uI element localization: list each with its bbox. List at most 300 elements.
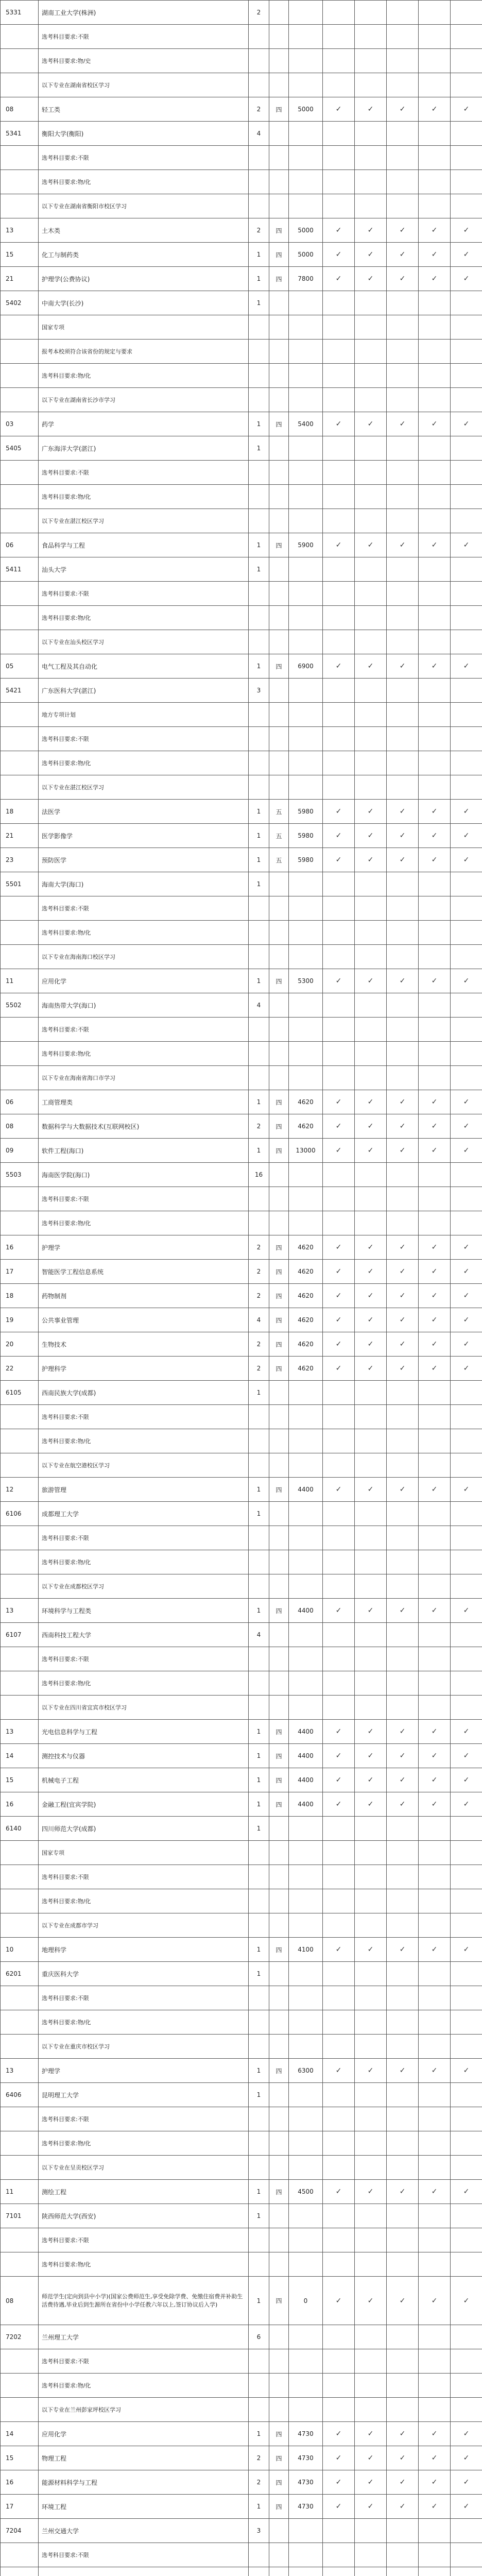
table-row (1, 1187, 482, 1211)
plan-count-cell (249, 1889, 269, 1913)
check-cell (387, 2495, 419, 2519)
code-cell: 13 (1, 1720, 39, 1744)
check-mark-icon: ✓ (431, 105, 438, 113)
check-cell (419, 1114, 451, 1139)
check-mark-icon: ✓ (463, 1243, 470, 1251)
tuition-cell (289, 25, 323, 49)
check-cell (355, 2010, 387, 2035)
code-cell: 05 (1, 654, 39, 679)
tuition-cell (289, 1429, 323, 1453)
check-mark-icon: ✓ (335, 2478, 342, 2486)
code-cell (1, 921, 39, 945)
check-cell (451, 315, 482, 340)
check-mark-icon: ✓ (463, 2066, 470, 2075)
check-cell (323, 606, 355, 630)
check-mark-icon: ✓ (399, 2430, 406, 2438)
check-cell (451, 2519, 482, 2543)
duration-cell: 四 (269, 1235, 289, 1260)
check-cell (355, 1090, 387, 1114)
duration-cell (269, 170, 289, 194)
check-cell (419, 1623, 451, 1647)
tuition-cell (289, 679, 323, 703)
table-row (1, 751, 482, 775)
check-cell (323, 1792, 355, 1817)
table-row (1, 1018, 482, 1042)
check-mark-icon: ✓ (367, 832, 374, 840)
code-cell (1, 1018, 39, 1042)
code-cell: 08 (1, 2277, 39, 2325)
check-cell (419, 122, 451, 146)
check-cell (451, 122, 482, 146)
check-cell (451, 1163, 482, 1187)
table-row (1, 2010, 482, 2035)
tuition-cell (289, 315, 323, 340)
check-cell (323, 896, 355, 921)
check-mark-icon: ✓ (399, 1292, 406, 1300)
code-cell (1, 49, 39, 73)
code-cell: 5341 (1, 122, 39, 146)
check-cell (387, 2156, 419, 2180)
check-mark-icon: ✓ (335, 1945, 342, 1954)
table-row (1, 727, 482, 751)
plan-count-cell (249, 364, 269, 388)
check-cell (355, 1139, 387, 1163)
check-cell (355, 194, 387, 218)
name-cell: 测绘工程 (39, 2180, 249, 2204)
duration-cell (269, 993, 289, 1018)
code-cell (1, 606, 39, 630)
plan-count-cell (249, 945, 269, 969)
duration-cell: 四 (269, 969, 289, 993)
duration-cell (269, 2567, 289, 2576)
duration-cell: 四 (269, 1599, 289, 1623)
plan-count-cell: 1 (249, 1090, 269, 1114)
check-mark-icon: ✓ (367, 1606, 374, 1615)
check-cell (387, 49, 419, 73)
check-mark-icon: ✓ (335, 1267, 342, 1276)
plan-count-cell (249, 630, 269, 654)
check-cell (451, 1502, 482, 1526)
duration-cell: 四 (269, 2495, 289, 2519)
duration-cell (269, 1671, 289, 1696)
tuition-cell (289, 1550, 323, 1574)
table-row (1, 1066, 482, 1090)
check-cell (355, 485, 387, 509)
check-mark-icon: ✓ (463, 250, 470, 259)
check-mark-icon: ✓ (399, 807, 406, 816)
check-mark-icon: ✓ (399, 2454, 406, 2462)
check-mark-icon: ✓ (463, 856, 470, 864)
check-cell (323, 1720, 355, 1744)
check-cell (323, 1405, 355, 1429)
name-cell: 选考科目要求:不限 (39, 2349, 249, 2374)
check-cell (451, 848, 482, 872)
check-mark-icon: ✓ (463, 420, 470, 428)
check-cell (419, 2519, 451, 2543)
check-mark-icon: ✓ (463, 1146, 470, 1155)
check-cell (323, 1018, 355, 1042)
duration-cell (269, 2010, 289, 2035)
check-cell (451, 2470, 482, 2495)
check-cell (355, 2398, 387, 2422)
check-cell (419, 2470, 451, 2495)
duration-cell (269, 2035, 289, 2059)
check-mark-icon: ✓ (335, 1485, 342, 1494)
check-cell (355, 2035, 387, 2059)
table-row (1, 2156, 482, 2180)
check-cell (451, 1599, 482, 1623)
duration-cell (269, 703, 289, 727)
tuition-cell (289, 872, 323, 896)
check-cell (323, 993, 355, 1018)
table-row (1, 291, 482, 315)
table-row (1, 1792, 482, 1817)
duration-cell: 四 (269, 1938, 289, 1962)
name-cell: 选考科目要求:不限 (39, 461, 249, 485)
name-cell: 选考科目要求:不限 (39, 1986, 249, 2010)
check-cell (355, 800, 387, 824)
name-cell: 软件工程(海口) (39, 1139, 249, 1163)
tuition-cell: 4400 (289, 1744, 323, 1768)
check-cell (387, 630, 419, 654)
tuition-cell: 4730 (289, 2422, 323, 2446)
check-cell (419, 1332, 451, 1357)
tuition-cell (289, 1913, 323, 1938)
tuition-cell (289, 2252, 323, 2277)
check-cell (387, 267, 419, 291)
check-cell (387, 2252, 419, 2277)
check-cell (323, 2519, 355, 2543)
duration-cell: 四 (269, 2422, 289, 2446)
plan-count-cell (249, 1671, 269, 1696)
check-mark-icon: ✓ (431, 1267, 438, 1276)
check-cell (355, 1913, 387, 1938)
plan-count-cell: 4 (249, 1308, 269, 1332)
table-row (1, 1744, 482, 1768)
name-cell: 药物制剂 (39, 1284, 249, 1308)
tuition-cell (289, 2325, 323, 2349)
duration-cell (269, 49, 289, 73)
code-cell (1, 2035, 39, 2059)
check-mark-icon: ✓ (463, 832, 470, 840)
check-mark-icon: ✓ (367, 1800, 374, 1808)
check-cell (451, 1623, 482, 1647)
name-cell: 以下专业在呈贡校区学习 (39, 2156, 249, 2180)
check-cell (419, 848, 451, 872)
check-mark-icon: ✓ (399, 2478, 406, 2486)
check-cell (323, 1526, 355, 1550)
name-cell: 食品科学与工程 (39, 533, 249, 557)
check-cell (387, 1090, 419, 1114)
check-cell (451, 945, 482, 969)
tuition-cell (289, 2567, 323, 2576)
check-cell (355, 509, 387, 533)
code-cell: 17 (1, 1260, 39, 1284)
check-cell (451, 2252, 482, 2277)
check-cell (387, 2228, 419, 2252)
check-mark-icon: ✓ (463, 1292, 470, 1300)
check-mark-icon: ✓ (335, 420, 342, 428)
check-cell (355, 2567, 387, 2576)
table-row (1, 412, 482, 436)
tuition-cell (289, 2035, 323, 2059)
check-mark-icon: ✓ (431, 2478, 438, 2486)
tuition-cell (289, 1187, 323, 1211)
check-cell (323, 388, 355, 412)
check-mark-icon: ✓ (399, 1945, 406, 1954)
check-cell (451, 896, 482, 921)
plan-count-cell (249, 315, 269, 340)
check-cell (355, 2277, 387, 2325)
tuition-cell (289, 1502, 323, 1526)
plan-count-cell (249, 727, 269, 751)
check-mark-icon: ✓ (399, 2188, 406, 2196)
tuition-cell: 4620 (289, 1235, 323, 1260)
name-cell: 以下专业在湛江校区学习 (39, 509, 249, 533)
duration-cell (269, 1163, 289, 1187)
name-cell: 陕西师范大学(西安) (39, 2204, 249, 2228)
code-cell: 20 (1, 1332, 39, 1357)
code-cell (1, 1913, 39, 1938)
check-cell (387, 1792, 419, 1817)
check-cell (323, 315, 355, 340)
table-row (1, 267, 482, 291)
check-cell (419, 1163, 451, 1187)
check-cell (419, 2495, 451, 2519)
check-cell (355, 775, 387, 800)
code-cell (1, 727, 39, 751)
plan-count-cell: 1 (249, 1381, 269, 1405)
check-cell (323, 267, 355, 291)
tuition-cell (289, 630, 323, 654)
name-cell: 选考科目要求:物/化 (39, 2374, 249, 2398)
plan-count-cell: 1 (249, 2495, 269, 2519)
check-cell (355, 2495, 387, 2519)
check-mark-icon: ✓ (399, 2502, 406, 2511)
check-cell (323, 485, 355, 509)
check-cell (451, 1526, 482, 1550)
duration-cell (269, 1817, 289, 1841)
check-cell (419, 1357, 451, 1381)
code-cell: 7202 (1, 2325, 39, 2349)
check-cell (451, 267, 482, 291)
tuition-cell: 5900 (289, 533, 323, 557)
check-cell (451, 243, 482, 267)
check-cell (451, 1889, 482, 1913)
check-cell (451, 2131, 482, 2156)
duration-cell (269, 485, 289, 509)
code-cell (1, 146, 39, 170)
check-cell (419, 1139, 451, 1163)
check-cell (323, 1308, 355, 1332)
name-cell (39, 2567, 249, 2576)
table-row (1, 654, 482, 679)
check-cell (419, 1235, 451, 1260)
check-cell (451, 1768, 482, 1792)
code-cell: 15 (1, 243, 39, 267)
name-cell: 轻工类 (39, 97, 249, 122)
code-cell (1, 630, 39, 654)
name-cell: 地理科学 (39, 1938, 249, 1962)
check-cell (419, 1, 451, 25)
table-row (1, 1381, 482, 1405)
check-cell (323, 1139, 355, 1163)
check-mark-icon: ✓ (463, 1752, 470, 1760)
duration-cell (269, 291, 289, 315)
check-cell (387, 1187, 419, 1211)
name-cell: 旅游管理 (39, 1478, 249, 1502)
check-cell (323, 170, 355, 194)
duration-cell: 四 (269, 1332, 289, 1357)
name-cell: 成都理工大学 (39, 1502, 249, 1526)
check-cell (419, 1405, 451, 1429)
check-cell (323, 2131, 355, 2156)
check-mark-icon: ✓ (399, 1776, 406, 1784)
check-cell (419, 2325, 451, 2349)
name-cell: 应用化学 (39, 2422, 249, 2446)
check-cell (387, 1308, 419, 1332)
check-cell (387, 921, 419, 945)
table-row (1, 2083, 482, 2107)
check-mark-icon: ✓ (399, 226, 406, 234)
table-row (1, 2374, 482, 2398)
check-cell (451, 582, 482, 606)
code-cell: 14 (1, 1744, 39, 1768)
tuition-cell (289, 1211, 323, 1235)
check-cell (355, 1163, 387, 1187)
duration-cell (269, 2252, 289, 2277)
check-cell (419, 1817, 451, 1841)
check-mark-icon: ✓ (399, 1752, 406, 1760)
code-cell (1, 2252, 39, 2277)
check-cell (451, 703, 482, 727)
check-cell (387, 1671, 419, 1696)
check-cell (323, 1574, 355, 1599)
tuition-cell (289, 364, 323, 388)
code-cell (1, 388, 39, 412)
name-cell: 以下专业在湛江校区学习 (39, 775, 249, 800)
check-cell (451, 969, 482, 993)
check-mark-icon: ✓ (335, 226, 342, 234)
duration-cell: 四 (269, 412, 289, 436)
check-mark-icon: ✓ (463, 1945, 470, 1954)
check-mark-icon: ✓ (335, 1606, 342, 1615)
check-mark-icon: ✓ (431, 1146, 438, 1155)
check-cell (355, 679, 387, 703)
check-cell (355, 872, 387, 896)
check-cell (451, 1453, 482, 1478)
name-cell: 选考科目要求:不限 (39, 582, 249, 606)
duration-cell (269, 2519, 289, 2543)
check-cell (387, 557, 419, 582)
check-cell (387, 1526, 419, 1550)
check-mark-icon: ✓ (463, 1485, 470, 1494)
check-cell (387, 848, 419, 872)
check-cell (323, 194, 355, 218)
duration-cell: 四 (269, 1308, 289, 1332)
check-cell (451, 2204, 482, 2228)
plan-count-cell: 1 (249, 2204, 269, 2228)
check-cell (387, 2059, 419, 2083)
plan-count-cell (249, 25, 269, 49)
duration-cell (269, 1187, 289, 1211)
check-cell (355, 606, 387, 630)
check-cell (451, 606, 482, 630)
code-cell: 6201 (1, 1962, 39, 1986)
table-row (1, 388, 482, 412)
check-mark-icon: ✓ (335, 250, 342, 259)
plan-count-cell: 2 (249, 97, 269, 122)
check-cell (387, 2131, 419, 2156)
check-cell (451, 775, 482, 800)
check-cell (387, 1042, 419, 1066)
plan-count-cell (249, 2107, 269, 2131)
plan-count-cell (249, 1696, 269, 1720)
check-cell (355, 2252, 387, 2277)
name-cell: 以下专业在湖南省校区学习 (39, 73, 249, 97)
check-cell (451, 1284, 482, 1308)
tuition-cell: 4400 (289, 1478, 323, 1502)
check-cell (387, 1938, 419, 1962)
tuition-cell (289, 557, 323, 582)
duration-cell: 四 (269, 97, 289, 122)
duration-cell: 四 (269, 1357, 289, 1381)
check-mark-icon: ✓ (399, 1316, 406, 1324)
check-cell (323, 582, 355, 606)
check-cell (323, 654, 355, 679)
check-cell (355, 1260, 387, 1284)
check-cell (419, 1066, 451, 1090)
check-mark-icon: ✓ (431, 1098, 438, 1106)
check-cell (355, 1187, 387, 1211)
check-cell (387, 2422, 419, 2446)
duration-cell (269, 2156, 289, 2180)
tuition-cell: 4500 (289, 2180, 323, 2204)
plan-count-cell (249, 485, 269, 509)
tuition-cell (289, 1696, 323, 1720)
check-mark-icon: ✓ (399, 662, 406, 670)
check-cell (419, 1574, 451, 1599)
code-cell (1, 1405, 39, 1429)
check-cell (387, 1018, 419, 1042)
duration-cell: 四 (269, 1720, 289, 1744)
tuition-cell (289, 703, 323, 727)
check-mark-icon: ✓ (431, 420, 438, 428)
check-mark-icon: ✓ (399, 1098, 406, 1106)
check-cell (355, 1986, 387, 2010)
check-cell (419, 1211, 451, 1235)
duration-cell (269, 1647, 289, 1671)
check-cell (323, 2543, 355, 2567)
check-cell (323, 2277, 355, 2325)
check-cell (451, 1986, 482, 2010)
check-cell (451, 2107, 482, 2131)
check-cell (387, 412, 419, 436)
check-cell (323, 461, 355, 485)
code-cell (1, 703, 39, 727)
check-cell (355, 1841, 387, 1865)
check-mark-icon: ✓ (463, 1727, 470, 1736)
check-cell (355, 1938, 387, 1962)
check-cell (355, 2325, 387, 2349)
check-mark-icon: ✓ (431, 2430, 438, 2438)
duration-cell (269, 921, 289, 945)
check-cell (387, 1429, 419, 1453)
table-row (1, 2277, 482, 2325)
name-cell: 护理学 (39, 1235, 249, 1260)
check-cell (323, 364, 355, 388)
check-cell (323, 1647, 355, 1671)
